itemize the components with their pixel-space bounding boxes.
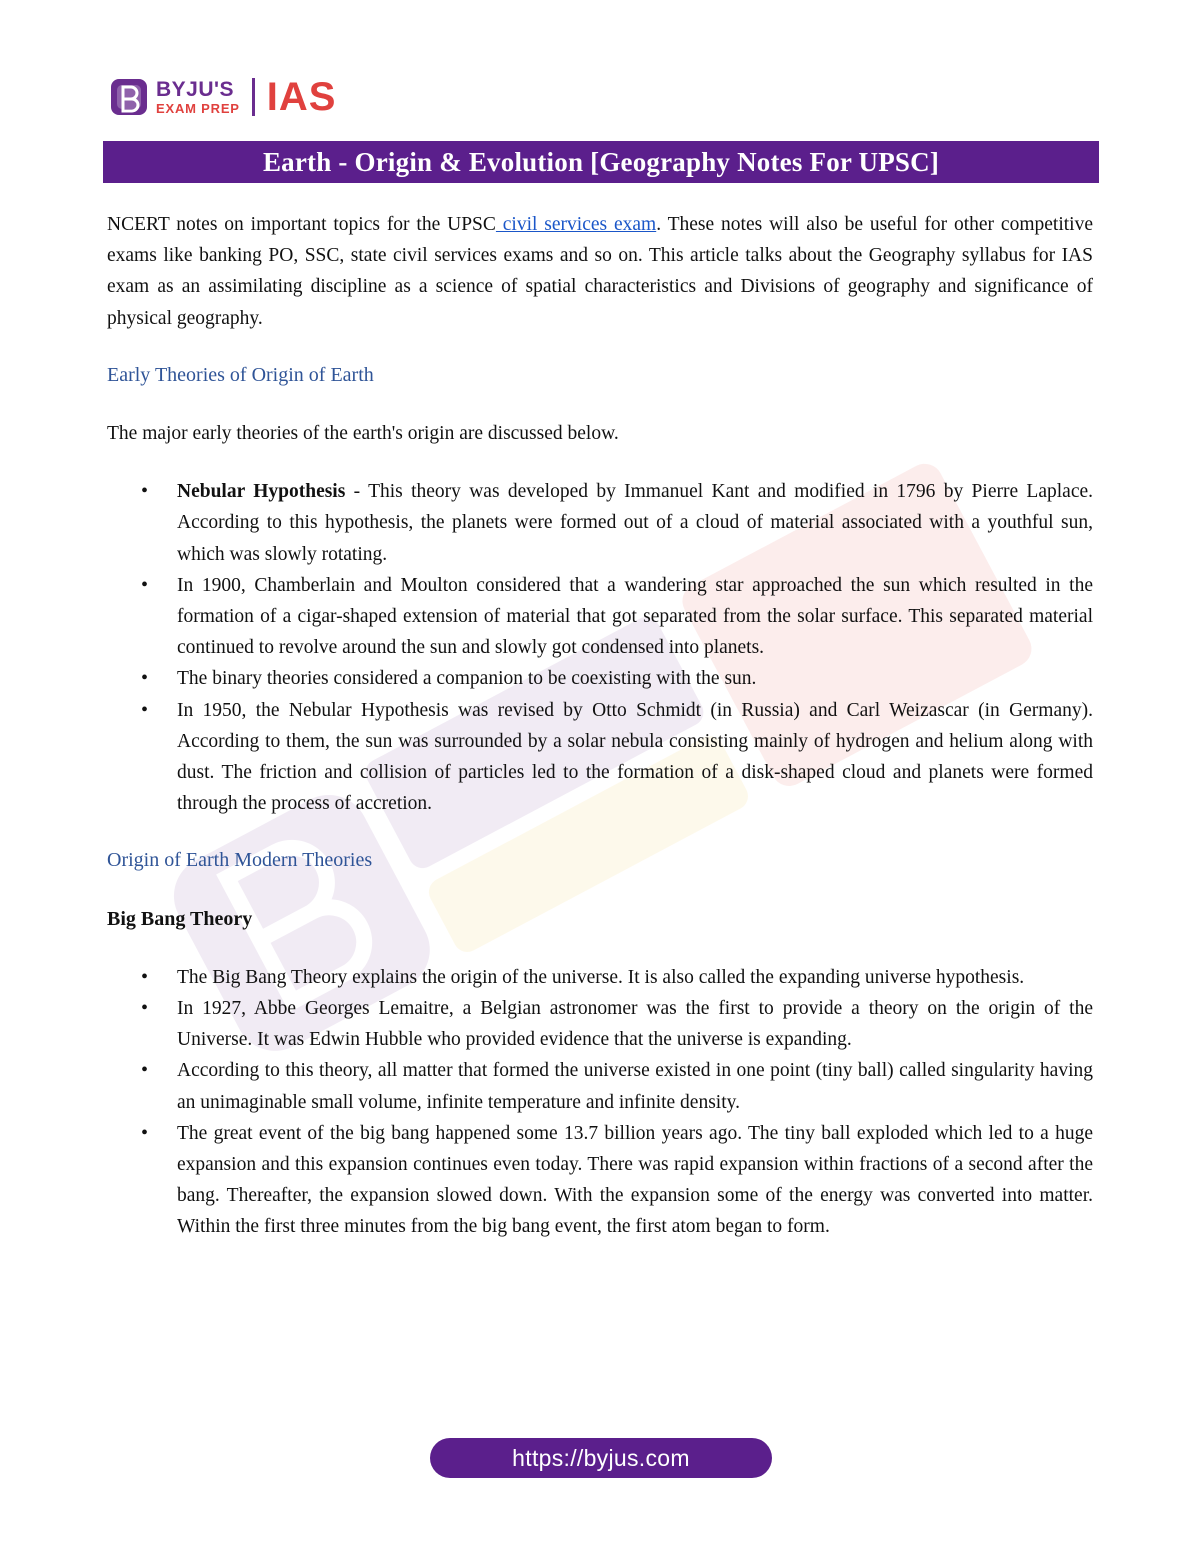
document-body xyxy=(107,209,1093,1243)
list-item: • The Big Bang Theory explains the origin of the universe. It is also called the expanding universe hypothesis. xyxy=(107,962,1093,993)
list-item xyxy=(107,663,1093,694)
byjus-b-icon xyxy=(110,78,148,116)
intro-paragraph xyxy=(107,209,1093,334)
heading-modern-theories: Origin of Earth Modern Theories xyxy=(107,849,373,872)
page-title: Earth - Origin & Evolution [Geography Notes For UPSC] xyxy=(103,141,1099,183)
logo-word-top: BYJU'S xyxy=(156,78,235,101)
list-item: • According to this theory, all matter that formed the universe existed in one point (tiny ball) called singularity having an unimaginable small volume, infinite temperature and infinite density. xyxy=(107,1055,1093,1117)
list-item-text: In 1950, the Nebular Hypothesis was revised by Otto Schmidt (in Russia) and Carl Weizascar (in Germany). According to them, the sun was surrounded by a solar nebula consisting mainly of hydrogen and helium along with dust. The friction and collision of particles led to the formation of a disk-shaped cloud and planets were formed through the process of accretion. xyxy=(177,699,1093,815)
early-theories-list xyxy=(107,476,1093,819)
logo-word-bottom: EXAM PREP xyxy=(156,101,240,116)
list-item-bold-term: Nebular Hypothesis xyxy=(177,481,346,503)
intro-text-before-link: NCERT notes on important topics for the UPSC xyxy=(107,214,496,235)
big-bang-list xyxy=(107,962,1093,1243)
byjus-ias-logo xyxy=(110,74,336,120)
logo-ias: IAS xyxy=(266,75,337,119)
list-item-text: In 1900, Chamberlain and Moulton considered that a wandering star approached the sun which resulted in the formation of a cigar-shaped extension of material that got separated from the solar surface. This separated material continued to revolve around the sun and slowly got condensed into planets. xyxy=(177,574,1093,659)
early-theories-lead: The major early theories of the earth's origin are discussed below. xyxy=(107,423,619,445)
civil-services-exam-link[interactable]: civil services exam xyxy=(495,214,657,235)
list-item xyxy=(107,695,1093,820)
intro-text-after-link: . These notes will also be useful for other competitive exams like banking PO, SSC, state civil services exams and so on. This article talks about the Geography syllabus for IAS exam as an assimilating discipline as a science of spatial characteristics and Divisions of geography and significance of physical geography. xyxy=(107,214,1093,329)
logo-wordmark xyxy=(156,79,240,115)
heading-early-theories: Early Theories of Origin of Earth xyxy=(107,363,374,386)
heading-big-bang-theory: Big Bang Theory xyxy=(107,907,253,930)
list-item-text: The binary theories considered a companion to be coexisting with the sun. xyxy=(177,668,757,690)
list-item: • The great event of the big bang happened some 13.7 billion years ago. The tiny ball exploded which led to a huge expansion and this expansion continues even today. There was rapid expansion within fractions of a second after the bang. Thereafter, the expansion slowed down. With the expansion some of the energy was converted into matter. Within the first three minutes from the big bang event, the first atom began to form. xyxy=(107,1118,1093,1243)
list-item: • In 1927, Abbe Georges Lemaitre, a Belgian astronomer was the first to provide a theory on the origin of the Universe. It was Edwin Hubble who provided evidence that the universe is expanding. xyxy=(107,993,1093,1055)
list-item xyxy=(107,570,1093,664)
list-item-text: - This theory was developed by Immanuel Kant and modified in 1796 by Pierre Laplace. According to this hypothesis, the planets were formed out of a cloud of material associated with a youthful sun, which was slowly rotating. xyxy=(177,481,1094,565)
footer-url-link[interactable]: https://byjus.com xyxy=(430,1438,772,1478)
list-item xyxy=(107,476,1093,570)
logo-divider xyxy=(252,78,255,116)
